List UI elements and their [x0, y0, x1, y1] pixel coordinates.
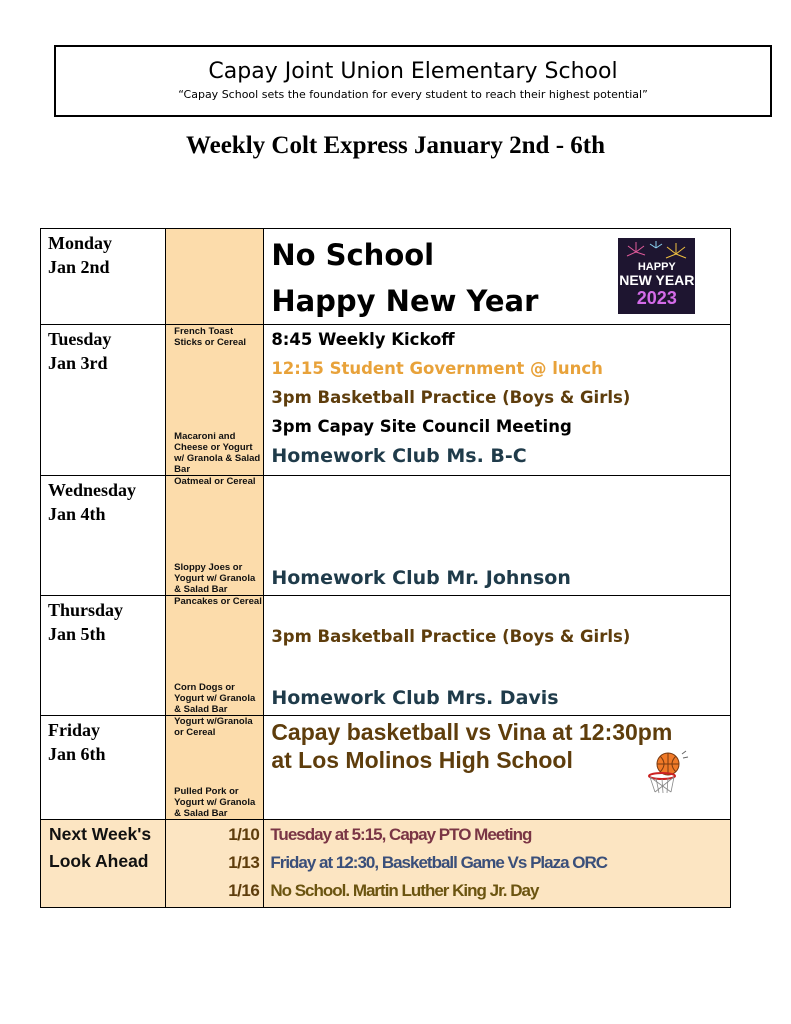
- lunch-menu-cell: [166, 229, 264, 325]
- event-item: Homework Club Mr. Johnson: [271, 567, 571, 589]
- events-cell: [264, 325, 731, 476]
- breakfast-menu: Oatmeal or Cereal: [174, 476, 256, 487]
- day-name: Monday: [48, 233, 113, 253]
- lunch-menu: Pulled Pork or Yogurt w/ Granola & Salad Bar: [174, 786, 256, 819]
- event-item: 8:45 Weekly Kickoff: [271, 330, 455, 349]
- school-header: [54, 45, 772, 117]
- next-week-date: 1/10: [228, 825, 260, 844]
- event-item: Capay basketball vs Vina at 12:30pm: [271, 719, 673, 745]
- school-motto: “Capay School sets the foundation for every student to reach their highest potential”: [178, 88, 648, 101]
- lunch-menu-cell: [166, 596, 264, 716]
- lunch-menu: Macaroni and Cheese or Yogurt w/ Granola & Salad Bar: [174, 431, 261, 475]
- day-date: Jan 3rd: [48, 353, 108, 373]
- school-name: Capay Joint Union Elementary School: [208, 59, 618, 84]
- day-cell: [41, 596, 166, 716]
- day-cell: [41, 325, 166, 476]
- next-week-date: 1/16: [228, 881, 260, 900]
- schedule-row-wednesday: [41, 476, 731, 596]
- next-week-label-line: Next Week's: [49, 824, 152, 844]
- lunch-menu: Corn Dogs or Yogurt w/ Granola & Salad Bar: [174, 682, 256, 715]
- day-date: Jan 4th: [48, 504, 106, 524]
- next-week-event: No School. Martin Luther King Jr. Day: [270, 881, 539, 900]
- events-cell: [264, 716, 731, 820]
- events-cell: [264, 476, 731, 596]
- basketball-hoop-icon: [640, 748, 690, 798]
- day-name: Thursday: [48, 600, 124, 620]
- lunch-menu-cell: [166, 716, 264, 820]
- event-item: 12:15 Student Government @ lunch: [271, 359, 603, 378]
- next-week-label-line: Look Ahead: [49, 851, 149, 871]
- event-item: 3pm Capay Site Council Meeting: [271, 417, 572, 436]
- events-cell: [264, 229, 731, 325]
- page-title: Weekly Colt Express January 2nd - 6th: [185, 132, 606, 159]
- next-week-date: 1/13: [228, 853, 260, 872]
- breakfast-menu: Yogurt w/Granola or Cereal: [174, 716, 253, 738]
- next-week-row: [41, 820, 731, 908]
- event-item: at Los Molinos High School: [271, 747, 573, 773]
- next-week-event: Tuesday at 5:15, Capay PTO Meeting: [270, 825, 532, 844]
- lunch-menu-cell: [166, 325, 264, 476]
- happy-new-year-image: [618, 238, 695, 314]
- weekly-schedule-table: [40, 228, 731, 908]
- day-date: Jan 6th: [48, 744, 106, 764]
- image-text-year: 2023: [636, 288, 677, 308]
- lunch-menu: Sloppy Joes or Yogurt w/ Granola & Salad Bar: [174, 562, 256, 595]
- day-cell: [41, 476, 166, 596]
- event-item: 3pm Basketball Practice (Boys & Girls): [271, 627, 631, 646]
- schedule-row-monday: [41, 229, 731, 325]
- event-item: Happy New Year: [271, 284, 539, 318]
- day-date: Jan 2nd: [48, 257, 110, 277]
- next-week-dates: [166, 820, 264, 908]
- events-cell: [264, 596, 731, 716]
- schedule-row-thursday: [41, 596, 731, 716]
- day-name: Wednesday: [48, 480, 137, 500]
- day-cell: [41, 229, 166, 325]
- day-cell: [41, 716, 166, 820]
- image-text-new-year: NEW YEAR: [619, 272, 695, 288]
- next-week-events: [264, 820, 731, 908]
- event-item: No School: [271, 238, 435, 272]
- event-item: 3pm Basketball Practice (Boys & Girls): [271, 388, 631, 407]
- day-name: Tuesday: [48, 329, 112, 349]
- event-item: Homework Club Mrs. Davis: [271, 687, 559, 709]
- image-text-happy: HAPPY: [637, 261, 676, 273]
- next-week-label: [41, 820, 166, 908]
- breakfast-menu: Pancakes or Cereal: [174, 596, 262, 607]
- day-date: Jan 5th: [48, 624, 106, 644]
- breakfast-menu: French Toast Sticks or Cereal: [174, 326, 246, 348]
- schedule-row-friday: [41, 716, 731, 820]
- lunch-menu-cell: [166, 476, 264, 596]
- next-week-event: Friday at 12:30, Basketball Game Vs Plaza ORC: [270, 853, 608, 872]
- day-name: Friday: [48, 720, 100, 740]
- schedule-row-tuesday: [41, 325, 731, 476]
- event-item: Homework Club Ms. B-C: [271, 445, 527, 467]
